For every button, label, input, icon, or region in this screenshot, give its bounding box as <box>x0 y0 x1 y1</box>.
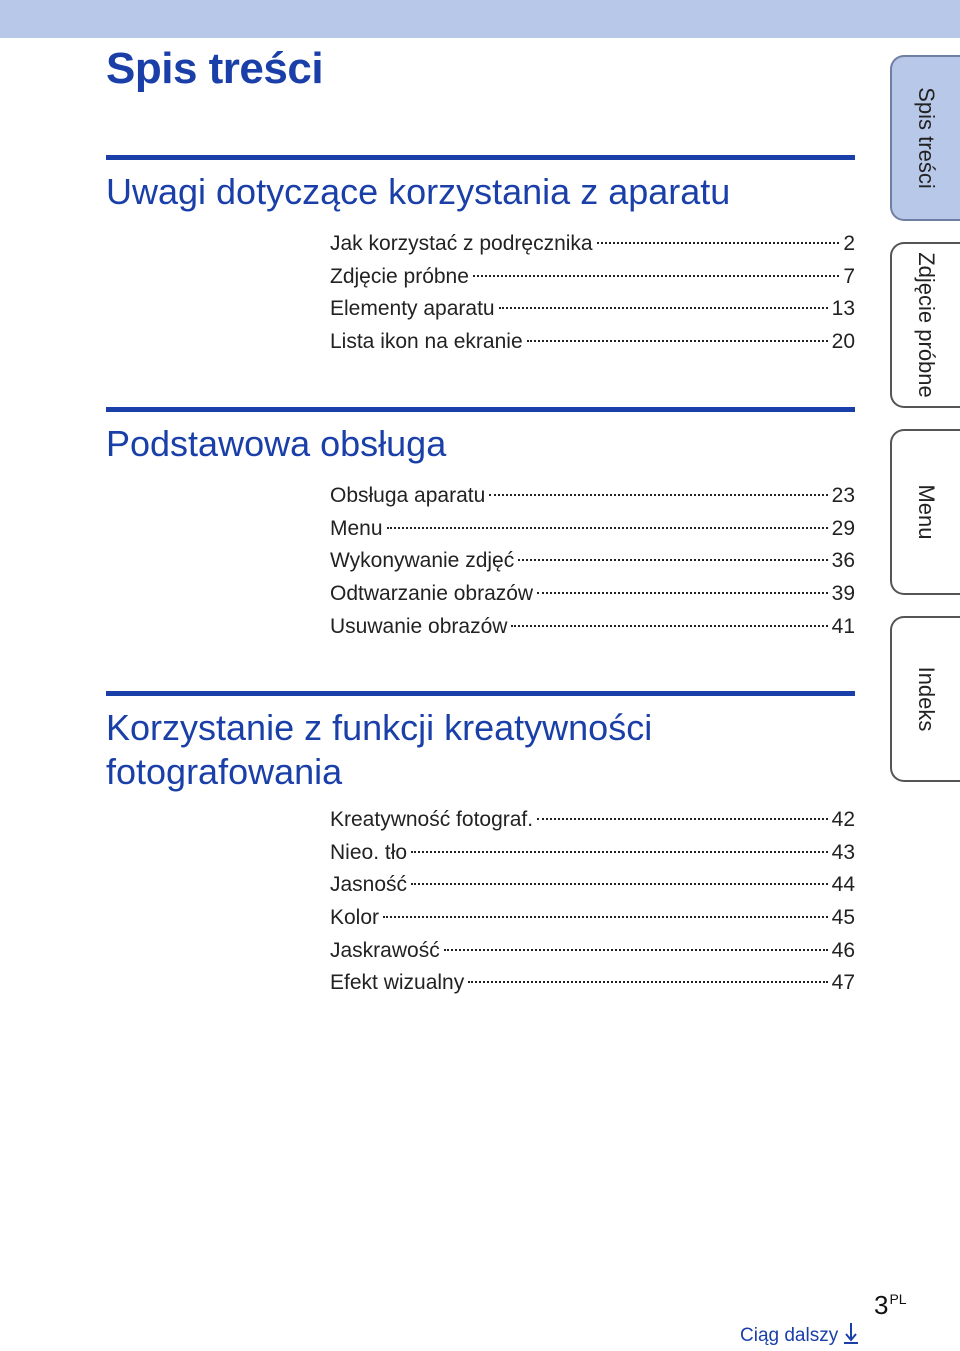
dot-leader <box>383 916 828 918</box>
page-number <box>874 1290 907 1321</box>
tab-zdjecie-probne[interactable] <box>890 242 960 408</box>
section-divider <box>106 407 855 412</box>
toc-entry-label: Wykonywanie zdjęć <box>330 549 515 573</box>
dot-leader <box>511 625 827 627</box>
toc-entry-label: Efekt wizualny <box>330 971 465 995</box>
toc-entry[interactable] <box>330 841 855 874</box>
section-divider <box>106 691 855 696</box>
dot-leader <box>444 949 828 951</box>
toc-entry[interactable] <box>330 939 855 972</box>
toc-page-number: 13 <box>831 297 855 321</box>
toc-entry-label: Kreatywność fotograf. <box>330 808 534 831</box>
section-heading: Korzystanie z funkcji kreatywności fotografowania <box>106 707 653 792</box>
page-title: Spis treści <box>106 44 324 93</box>
toc-page-number: 43 <box>831 840 855 864</box>
toc-entry-label: Jasność <box>330 873 408 897</box>
tab-menu[interactable] <box>890 429 960 595</box>
toc-entry[interactable] <box>330 549 855 582</box>
toc-list <box>330 808 855 1004</box>
dot-leader <box>537 592 828 594</box>
toc-entry-label: Usuwanie obrazów <box>330 614 508 638</box>
toc-entry-label: Odtwarzanie obrazów <box>330 582 534 606</box>
dot-leader <box>499 307 828 309</box>
tab-label: Menu <box>914 484 939 540</box>
page-language-suffix: PL <box>889 1291 907 1308</box>
toc-entry-label: Jaskrawość <box>330 938 440 962</box>
page-number-value: 3 <box>874 1290 889 1320</box>
dot-leader <box>473 275 839 277</box>
dot-leader <box>468 981 827 983</box>
toc-page-number: 46 <box>831 938 855 962</box>
section-divider <box>106 155 855 160</box>
dot-leader <box>537 818 828 820</box>
toc-entry[interactable] <box>330 232 855 265</box>
toc-page-number: 41 <box>831 614 855 638</box>
toc-section <box>106 407 855 647</box>
dot-leader <box>411 851 828 853</box>
top-band <box>0 0 960 38</box>
toc-entry[interactable] <box>330 330 855 363</box>
tab-indeks[interactable] <box>890 616 960 782</box>
toc-entry[interactable] <box>330 906 855 939</box>
toc-section <box>106 155 855 363</box>
toc-entry-label: Zdjęcie próbne <box>330 264 469 288</box>
toc-entry-label: Jak korzystać z podręcznika <box>330 232 593 255</box>
continued-label: Ciąg dalszy <box>740 1325 839 1346</box>
toc-entry[interactable] <box>330 873 855 906</box>
toc-entry-label: Kolor <box>330 906 380 930</box>
toc-page-number: 36 <box>831 549 855 573</box>
toc-list <box>330 232 855 363</box>
toc-entry[interactable] <box>330 808 855 841</box>
toc-entry-label: Nieo. tło <box>330 840 408 864</box>
toc-entry[interactable] <box>330 971 855 1004</box>
toc-page-number: 44 <box>831 873 855 897</box>
tab-spis-tresci[interactable] <box>890 55 960 221</box>
toc-entry[interactable] <box>330 615 855 648</box>
tab-label: Spis treści <box>914 87 939 189</box>
toc-page-number: 7 <box>843 264 855 288</box>
continued-link[interactable] <box>740 1322 858 1350</box>
toc-page-number: 42 <box>831 808 855 831</box>
section-heading: Podstawowa obsługa <box>106 423 447 464</box>
toc-page-number: 47 <box>831 971 855 995</box>
dot-leader <box>411 883 828 885</box>
toc-entry-label: Obsługa aparatu <box>330 484 486 507</box>
toc-page-number: 23 <box>831 484 855 507</box>
toc-page-number: 20 <box>831 330 855 354</box>
toc-page-number: 45 <box>831 906 855 930</box>
toc-entry-label: Menu <box>330 516 383 540</box>
toc-list <box>330 484 855 647</box>
toc-entry-label: Elementy aparatu <box>330 297 495 321</box>
toc-entry[interactable] <box>330 582 855 615</box>
dot-leader <box>597 242 840 244</box>
toc-section <box>106 691 855 1004</box>
toc-entry[interactable] <box>330 517 855 550</box>
toc-page-number: 39 <box>831 582 855 606</box>
dot-leader <box>527 340 828 342</box>
dot-leader <box>387 527 828 529</box>
tab-label: Indeks <box>914 666 939 732</box>
toc-page-number: 2 <box>843 232 855 255</box>
toc-entry[interactable] <box>330 265 855 298</box>
arrow-down-icon <box>844 1322 858 1350</box>
toc-entry-label: Lista ikon na ekranie <box>330 330 523 354</box>
toc-entry[interactable] <box>330 484 855 517</box>
dot-leader <box>518 559 827 561</box>
toc-page-number: 29 <box>831 516 855 540</box>
dot-leader <box>489 494 827 496</box>
tab-label: Zdjęcie próbne <box>914 252 939 398</box>
toc-entry[interactable] <box>330 297 855 330</box>
section-heading: Uwagi dotyczące korzystania z aparatu <box>106 171 731 212</box>
